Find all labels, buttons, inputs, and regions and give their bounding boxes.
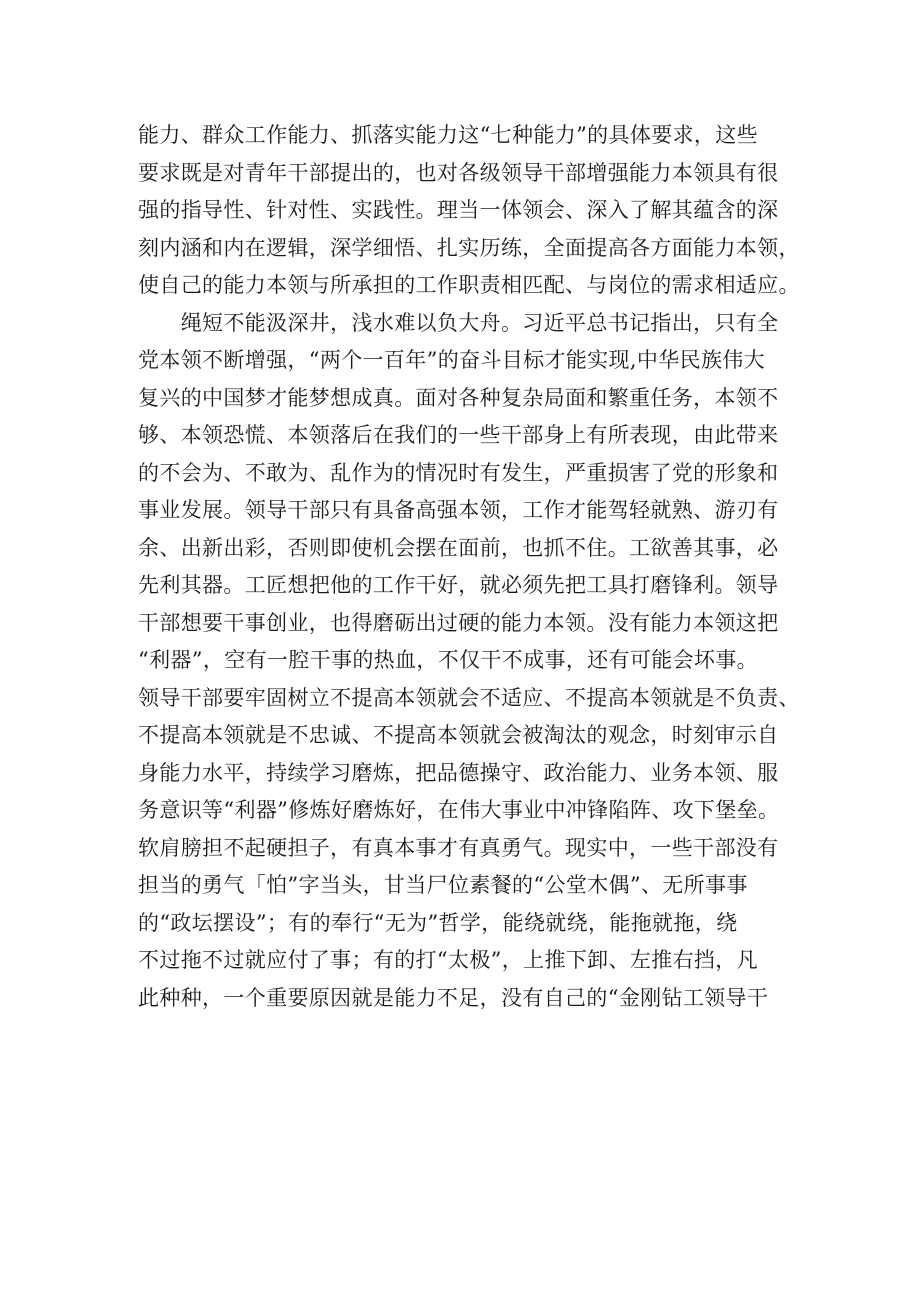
text-line: 干部想要干事创业，也得磨砺出过硬的能力本领。没有能力本领这把 bbox=[138, 610, 779, 635]
text-line: 余、出新出彩，否则即使机会摆在面前，也抓不住。工欲善其事，必 bbox=[138, 535, 779, 560]
text-line: 此种种，一个重要原因就是能力不足，没有自己的“金刚钻工领导干 bbox=[138, 985, 769, 1010]
text-line: 先利其器。工匠想把他的工作干好，就必须先把工具打磨锋利。领导 bbox=[138, 573, 779, 597]
text-line: 务意识等“利器”修炼好磨炼好，在伟大事业中冲锋陷阵、攻下堡垒。 bbox=[138, 798, 780, 822]
text-line: 不提高本领就是不忠诚、不提高本领就会被淘汰的观念，时刻审示自 bbox=[138, 723, 779, 747]
text-line: 担当的勇气「怕”字当头，甘当尸位素餐的“公堂木偶”、无所事事 bbox=[138, 873, 748, 897]
text-line: 要求既是对青年干部提出的，也对各级领导干部增强能力本领具有很 bbox=[138, 160, 779, 185]
text-line: 领导干部要牢固树立不提高本领就会不适应、不提高本领就是不负责、 bbox=[138, 685, 800, 710]
text-line: 的“政坛摆设”；有的奉行“无为”哲学，能绕就绕，能拖就拖，绕 bbox=[138, 910, 738, 935]
text-line: 党本领不断增强，“两个一百年”的奋斗目标才能实现,中华民族伟大 bbox=[138, 348, 765, 372]
text-line: 够、本领恐慌、本领落后在我们的一些干部身上有所表现，由此带来 bbox=[138, 423, 779, 447]
text-line: 复兴的中国梦才能梦想成真。面对各种复杂局面和繁重任务，本领不 bbox=[138, 385, 779, 410]
text-line: 的不会为、不敢为、乱作为的情况时有发生，严重损害了党的形象和 bbox=[138, 460, 779, 485]
text-line: 软肩膀担不起硬担子，有真本事才有真勇气。现实中，一些干部没有 bbox=[138, 835, 779, 860]
text-line: 事业发展。领导干部只有具备高强本领，工作才能驾轻就熟、游刃有 bbox=[138, 498, 779, 522]
body-text bbox=[138, 117, 798, 1017]
text-line: 刻内涵和内在逻辑，深学细悟、扎实历练，全面提高各方面能力本领， bbox=[138, 235, 800, 260]
text-line: 能力、群众工作能力、抓落实能力这“七种能力”的具体要求，这些 bbox=[138, 123, 758, 147]
text-line: 强的指导性、针对性、实践性。理当一体领会、深入了解其蕴含的深 bbox=[138, 198, 779, 222]
text-line: 不过拖不过就应付了事；有的打“太极”，上推下卸、左推右挡，凡 bbox=[138, 948, 758, 972]
text-line: 使自己的能力本领与所承担的工作职责相匹配、与岗位的需求相适应。 bbox=[138, 273, 800, 297]
text-line: 身能力水平，持续学习磨炼，把品德操守、政治能力、业务本领、服 bbox=[138, 760, 779, 785]
text-line: 绳短不能汲深井，浅水难以负大舟。习近平总书记指出，只有全 bbox=[138, 310, 779, 335]
text-line: “利器”，空有一腔干事的热血，不仅干不成事，还有可能会坏事。 bbox=[138, 648, 758, 672]
